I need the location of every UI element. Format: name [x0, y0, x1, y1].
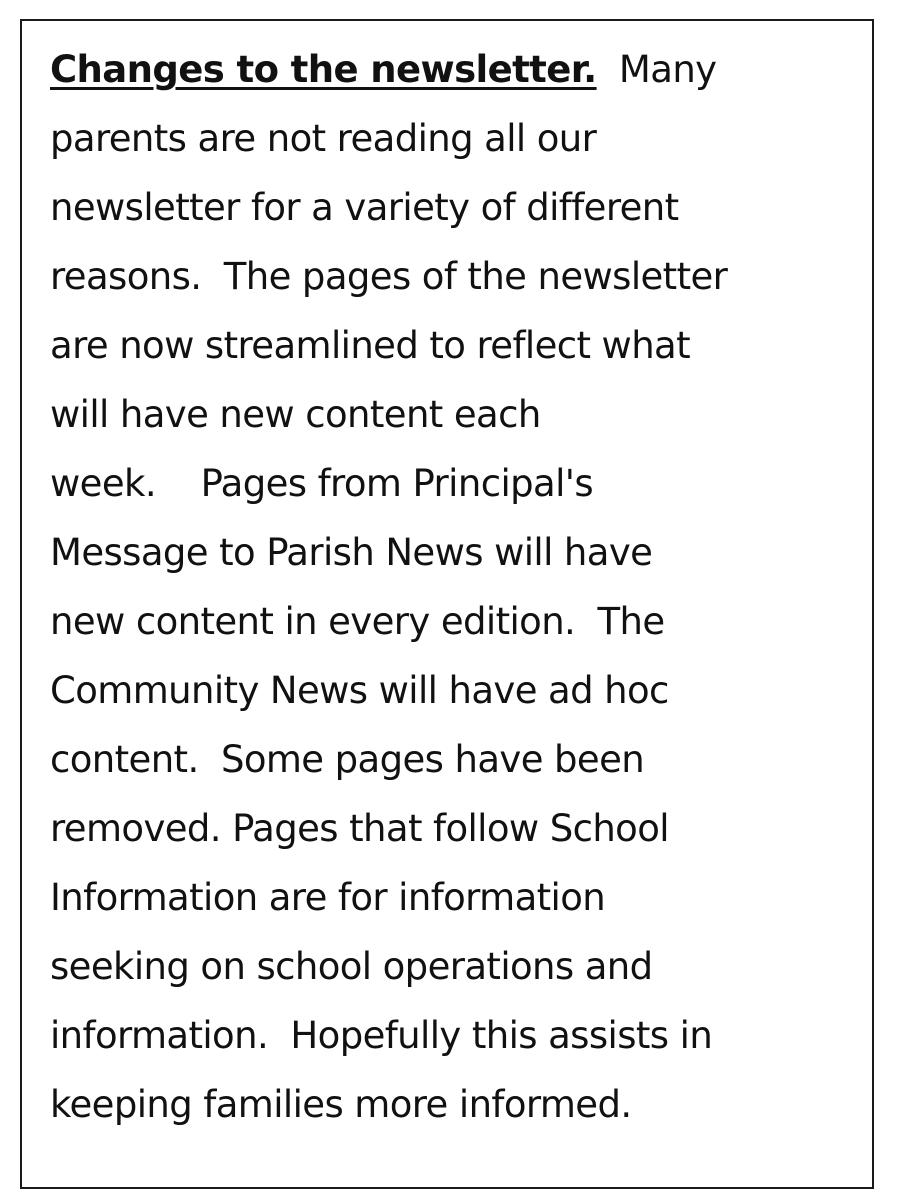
- notice-line-11: content. Some pages have been: [50, 738, 645, 781]
- notice-line-7: week. Pages from Principal's: [50, 462, 594, 505]
- notice-line-5: are now streamlined to reflect what: [50, 324, 691, 367]
- newsletter-notice-box: [20, 19, 874, 1189]
- notice-line-2: parents are not reading all our: [50, 117, 597, 160]
- notice-line-6: will have new content each: [50, 393, 541, 436]
- notice-line-1-text: Many: [596, 48, 717, 91]
- notice-line-4: reasons. The pages of the newsletter: [50, 255, 728, 298]
- notice-line-8: Message to Parish News will have: [50, 531, 653, 574]
- notice-line-10: Community News will have ad hoc: [50, 669, 669, 712]
- notice-line-1: [50, 35, 850, 104]
- notice-line-12: removed. Pages that follow School: [50, 807, 669, 850]
- notice-line-3: newsletter for a variety of different: [50, 186, 679, 229]
- notice-line-13: Information are for information: [50, 876, 606, 919]
- notice-line-15: information. Hopefully this assists in: [50, 1014, 713, 1057]
- notice-line-14: seeking on school operations and: [50, 945, 653, 988]
- notice-heading: Changes to the newsletter.: [50, 48, 597, 91]
- notice-line-9: new content in every edition. The: [50, 600, 665, 643]
- notice-line-16: keeping families more informed.: [50, 1083, 632, 1126]
- notice-body: [50, 35, 850, 1139]
